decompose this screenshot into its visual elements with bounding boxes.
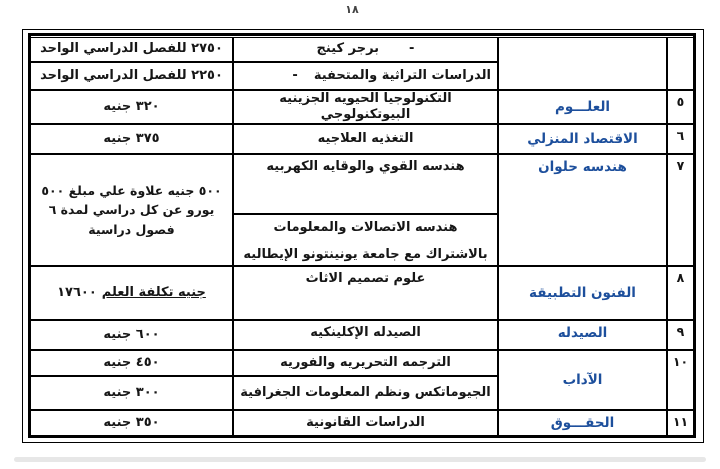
program-cell xyxy=(233,37,498,62)
faculty-cell-empty xyxy=(498,37,667,90)
program-cell: الجيوماتكس ونظم المعلومات الجغرافية xyxy=(233,376,498,410)
row-number-cell: ٧ xyxy=(667,154,694,266)
program-cell xyxy=(233,214,498,266)
fee-cell: ٣٧٥ جنيه xyxy=(30,124,233,154)
fee-cell: ٥٠٠ جنيه علاوة علي مبلغ ٥٠٠ يورو عن كل دراسي لمدة ٦ فصول دراسية xyxy=(30,154,233,266)
faculty-cell: الفنون التطبيقة xyxy=(498,266,667,320)
row-number-cell-empty xyxy=(667,37,694,90)
row-number-cell: ١٠ xyxy=(667,350,694,410)
program-cell: التكنولوجيا الحيويه الجزينيه البيوتكنولوجي xyxy=(233,90,498,124)
program-cell: التغذيه العلاجيه xyxy=(233,124,498,154)
faculty-cell: هندسه حلوان xyxy=(498,154,667,266)
fee-cell: ٢٢٥٠ للفصل الدراسي الواحد xyxy=(30,62,233,90)
program-cell xyxy=(233,62,498,90)
fee-cell: ٢٧٥٠ للفصل الدراسي الواحد xyxy=(30,37,233,62)
program-cell: علوم تصميم الاثاث xyxy=(233,266,498,320)
row-number-cell: ٩ xyxy=(667,320,694,350)
dash-bullet: - xyxy=(409,41,415,57)
fee-cell xyxy=(30,266,233,320)
faculty-cell: الحقـــوق xyxy=(498,410,667,437)
faculty-cell: العلـــوم xyxy=(498,90,667,124)
faculty-cell: الاقتصاد المنزلي xyxy=(498,124,667,154)
program-text: الدراسات التراثية والمتحفية xyxy=(313,67,491,83)
faculty-cell: الآداب xyxy=(498,350,667,410)
fee-cell: ٤٥٠ جنيه xyxy=(30,350,233,376)
program-cell: هندسه القوي والوقايه الكهربيه xyxy=(233,154,498,214)
scan-artifact xyxy=(14,457,706,462)
fee-amount: ١٧٦٠٠ xyxy=(57,284,97,300)
fee-cell: ٣٢٠ جنيه xyxy=(30,90,233,124)
faculty-cell: الصيدله xyxy=(498,320,667,350)
row-number-cell: ٨ xyxy=(667,266,694,320)
program-cell: الترجمه التحريريه والفوريه xyxy=(233,350,498,376)
program-cell: الصيدله الإكلينكيه xyxy=(233,320,498,350)
fee-cell: ٣٥٠ جنيه xyxy=(30,410,233,437)
program-text-line2: بالاشتراك مع جامعة يونينتونو الإيطاليه xyxy=(243,247,488,263)
fee-cell: ٣٠٠ جنيه xyxy=(30,376,233,410)
fee-composite xyxy=(57,285,206,301)
program-text-line1: هندسه الاتصالات والمعلومات xyxy=(273,220,458,235)
row-number-cell: ٦ xyxy=(667,124,694,154)
row-number-cell: ٥ xyxy=(667,90,694,124)
page-number: ١٨ xyxy=(345,3,359,16)
fee-cell: ٦٠٠ جنيه xyxy=(30,320,233,350)
dash-bullet: - xyxy=(292,67,298,83)
program-cell: الدراسات القانونية xyxy=(233,410,498,437)
row-number-cell: ١١ xyxy=(667,410,694,437)
program-text: برجر كينج xyxy=(316,41,380,57)
fee-note: جنيه تكلفة العلم xyxy=(101,284,206,300)
